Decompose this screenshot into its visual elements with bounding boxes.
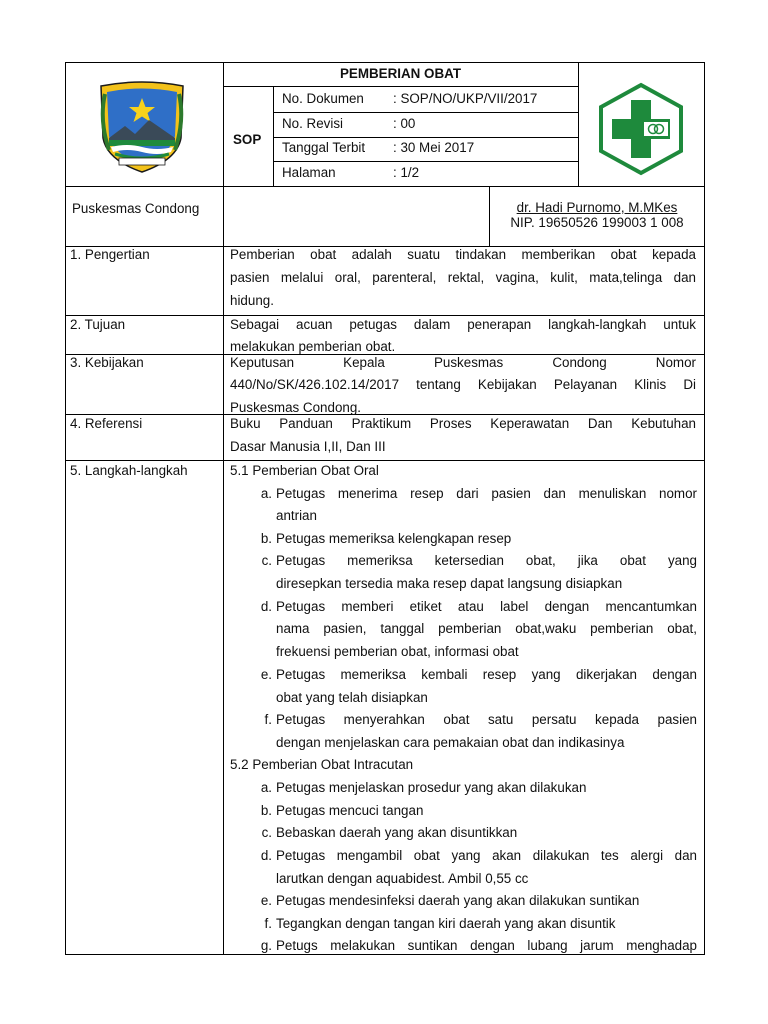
org-name: Puskesmas Condong xyxy=(72,201,200,216)
list-marker: c. xyxy=(261,553,272,568)
list-marker: d. xyxy=(260,599,272,614)
list-item: Tegangkan dengan tangan kiri daerah yang akan disuntik xyxy=(276,916,616,931)
list-item: larutkan dengan aquabidest. Ambil 0,55 cc xyxy=(276,871,529,886)
list-item: antrian xyxy=(276,508,317,523)
list-marker: e. xyxy=(260,893,272,908)
list-item: Petugas menerima resep dari pasien dan menuliskan nomor xyxy=(276,486,697,501)
kebijakan-line: 440/No/SK/426.102.14/2017 tentang Kebijakan Pelayanan Klinis Di xyxy=(230,377,696,392)
tujuan-line: melakukan pemberian obat. xyxy=(230,339,396,354)
kebijakan-line: Puskesmas Condong. xyxy=(230,400,362,415)
pengertian-line: hidung. xyxy=(230,293,274,308)
regional-crest-logo xyxy=(97,80,187,176)
list-item: Petugas mendesinfeksi daerah yang akan dilakukan suntikan xyxy=(276,893,640,908)
list-item: Petugs melakukan suntikan dengan lubang jarum menghadap xyxy=(276,938,697,953)
list-marker: c. xyxy=(261,825,272,840)
list-marker: f. xyxy=(264,916,272,931)
puskesmas-cross-logo xyxy=(595,82,687,176)
list-item: Petugas memeriksa ketersedian obat, jika obat yang xyxy=(276,553,697,568)
list-item: Bebaskan daerah yang akan disuntikkan xyxy=(276,825,518,840)
column-divider xyxy=(273,86,274,186)
section-divider xyxy=(65,414,705,415)
section-label-tujuan: 2. Tujuan xyxy=(70,317,126,332)
kebijakan-line: Keputusan Kepala Puskesmas Condong Nomor xyxy=(230,355,696,370)
list-marker: a. xyxy=(260,486,272,501)
title-divider xyxy=(223,86,578,87)
issue-date-label: Tanggal Terbit xyxy=(282,140,366,155)
list-item: Petugas memeriksa kelengkapan resep xyxy=(276,531,512,546)
subsection-title-oral: 5.1 Pemberian Obat Oral xyxy=(230,463,379,478)
list-marker: g. xyxy=(260,938,272,953)
list-item: nama pasien, tanggal pemberian obat,waku pemberian obat, xyxy=(276,621,697,636)
list-marker: d. xyxy=(260,848,272,863)
section-divider xyxy=(65,460,705,461)
section-label-referensi: 4. Referensi xyxy=(70,416,143,431)
referensi-line: Buku Panduan Praktikum Proses Keperawatan Dan Kebutuhan xyxy=(230,416,696,431)
doc-row-divider xyxy=(273,137,578,138)
doc-number-value: : SOP/NO/UKP/VII/2017 xyxy=(393,91,538,106)
issue-date-value: : 30 Mei 2017 xyxy=(393,140,475,155)
referensi-line: Dasar Manusia I,II, Dan III xyxy=(230,439,386,454)
doc-row-divider xyxy=(273,112,578,113)
document-title: PEMBERIAN OBAT xyxy=(339,66,461,81)
list-item: Petugas menyerahkan obat satu persatu kepada pasien xyxy=(276,712,697,727)
subsection-title-intracutan: 5.2 Pemberian Obat Intracutan xyxy=(230,757,414,772)
tujuan-line: Sebagai acuan petugas dalam penerapan langkah-langkah untuk xyxy=(230,317,696,332)
list-item: Petugas memeriksa kembali resep yang dikerjakan dengan xyxy=(276,667,697,682)
list-marker: f. xyxy=(264,712,272,727)
column-divider xyxy=(578,62,579,186)
revision-label: No. Revisi xyxy=(282,116,344,131)
list-item: Petugas mengambil obat yang akan dilakukan tes alergi dan xyxy=(276,848,697,863)
list-item: diresepkan tersedia maka resep dapat langsung disiapkan xyxy=(276,576,623,591)
page-value: : 1/2 xyxy=(393,165,420,180)
pengertian-line: pasien melalui oral, parenteral, rektal, vagina, kulit, mata,telinga dan xyxy=(230,270,696,285)
list-marker: a. xyxy=(260,780,272,795)
list-marker: b. xyxy=(260,531,272,546)
section-label-langkah: 5. Langkah-langkah xyxy=(70,463,188,478)
page-label: Halaman xyxy=(282,165,336,180)
list-item: Petugas menjelaskan prosedur yang akan dilakukan xyxy=(276,780,587,795)
sop-table xyxy=(65,62,705,955)
header-divider xyxy=(65,186,705,187)
column-divider xyxy=(223,62,224,955)
section-label-kebijakan: 3. Kebijakan xyxy=(70,355,144,370)
revision-value: : 00 xyxy=(393,116,416,131)
list-item: frekuensi pemberian obat, informasi obat xyxy=(276,644,519,659)
list-item: Petugas memberi etiket atau label dengan mencantumkan xyxy=(276,599,697,614)
list-item: dengan menjelaskan cara pemakaian obat dan indikasinya xyxy=(276,735,625,750)
doc-row-divider xyxy=(273,161,578,162)
list-item: obat yang telah disiapkan xyxy=(276,690,428,705)
list-marker: e. xyxy=(260,667,272,682)
list-marker: b. xyxy=(260,803,272,818)
section-label-pengertian: 1. Pengertian xyxy=(70,247,150,262)
signer-nip: NIP. 19650526 199003 1 008 xyxy=(510,215,684,230)
pengertian-line: Pemberian obat adalah suatu tindakan memberikan obat kepada xyxy=(230,247,696,262)
sop-label: SOP xyxy=(233,132,262,147)
doc-number-label: No. Dokumen xyxy=(282,91,364,106)
signer-name: dr. Hadi Purnomo, M.MKes xyxy=(516,200,678,215)
list-item: Petugas mencuci tangan xyxy=(276,803,424,818)
section-divider xyxy=(65,315,705,316)
